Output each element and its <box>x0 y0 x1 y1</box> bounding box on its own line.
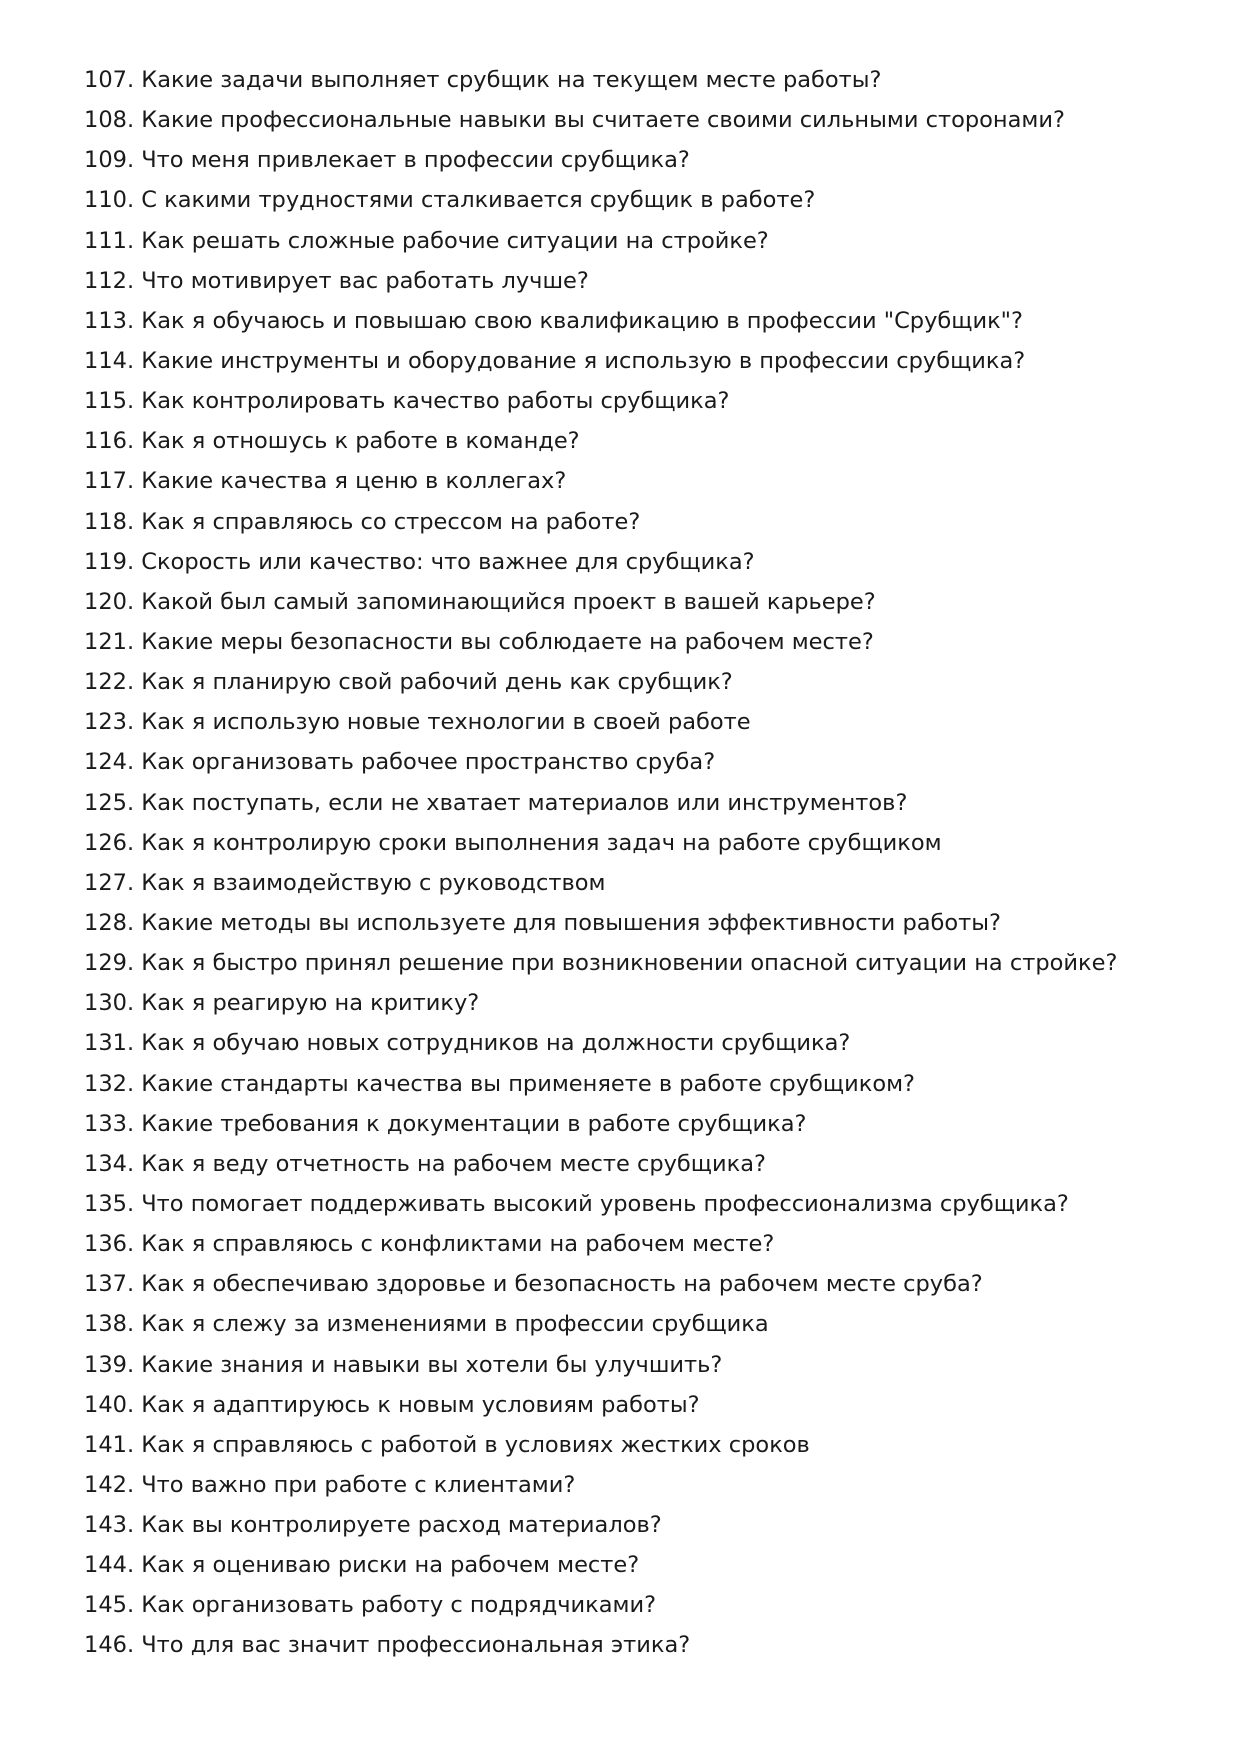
question-item: 109. Что меня привлекает в профессии срубщика? <box>84 147 690 174</box>
question-item: 127. Как я взаимодействую с руководством <box>84 869 606 896</box>
question-item: 122. Как я планирую свой рабочий день как срубщик? <box>84 669 733 696</box>
question-item: 114. Какие инструменты и оборудование я использую в профессии срубщика? <box>84 347 1026 374</box>
question-item: 123. Как я использую новые технологии в своей работе <box>84 709 751 736</box>
question-item: 144. Как я оцениваю риски на рабочем месте? <box>84 1552 640 1579</box>
question-item: 141. Как я справляюсь с работой в условиях жестких сроков <box>84 1431 810 1458</box>
question-item: 131. Как я обучаю новых сотрудников на должности срубщика? <box>84 1030 851 1057</box>
question-item: 121. Какие меры безопасности вы соблюдаете на рабочем месте? <box>84 628 874 655</box>
question-item: 111. Как решать сложные рабочие ситуации на стройке? <box>84 227 769 254</box>
question-item: 134. Как я веду отчетность на рабочем месте срубщика? <box>84 1150 766 1177</box>
question-item: 135. Что помогает поддерживать высокий уровень профессионализма срубщика? <box>84 1190 1069 1217</box>
question-item: 124. Как организовать рабочее пространство сруба? <box>84 749 716 776</box>
question-item: 139. Какие знания и навыки вы хотели бы улучшить? <box>84 1351 723 1378</box>
question-item: 136. Как я справляюсь с конфликтами на рабочем месте? <box>84 1231 775 1258</box>
question-item: 146. Что для вас значит профессиональная этика? <box>84 1632 691 1659</box>
question-item: 108. Какие профессиональные навыки вы считаете своими сильными сторонами? <box>84 107 1065 134</box>
question-item: 142. Что важно при работе с клиентами? <box>84 1471 576 1498</box>
question-list <box>84 60 1117 1666</box>
question-item: 120. Какой был самый запоминающийся проект в вашей карьере? <box>84 588 876 615</box>
question-item: 132. Какие стандарты качества вы применяете в работе срубщиком? <box>84 1070 915 1097</box>
question-item: 118. Как я справляюсь со стрессом на работе? <box>84 508 641 535</box>
question-item: 115. Как контролировать качество работы срубщика? <box>84 388 730 415</box>
question-item: 129. Как я быстро принял решение при возникновении опасной ситуации на стройке? <box>84 950 1118 977</box>
question-item: 145. Как организовать работу с подрядчиками? <box>84 1592 657 1619</box>
question-item: 137. Как я обеспечиваю здоровье и безопасность на рабочем месте сруба? <box>84 1271 983 1298</box>
question-item: 140. Как я адаптируюсь к новым условиям работы? <box>84 1391 700 1418</box>
question-item: 130. Как я реагирую на критику? <box>84 990 480 1017</box>
question-item: 116. Как я отношусь к работе в команде? <box>84 428 580 455</box>
question-item: 133. Какие требования к документации в работе срубщика? <box>84 1110 807 1137</box>
question-item: 110. С какими трудностями сталкивается срубщик в работе? <box>84 187 816 214</box>
question-item: 117. Какие качества я ценю в коллегах? <box>84 468 567 495</box>
question-item: 125. Как поступать, если не хватает материалов или инструментов? <box>84 789 908 816</box>
question-item: 126. Как я контролирую сроки выполнения задач на работе срубщиком <box>84 829 942 856</box>
question-item: 112. Что мотивирует вас работать лучше? <box>84 267 589 294</box>
question-item: 119. Скорость или качество: что важнее для срубщика? <box>84 548 755 575</box>
question-item: 143. Как вы контролируете расход материалов? <box>84 1512 662 1539</box>
question-item: 138. Как я слежу за изменениями в профессии срубщика <box>84 1311 769 1338</box>
question-item: 107. Какие задачи выполняет срубщик на текущем месте работы? <box>84 67 882 93</box>
question-item: 128. Какие методы вы используете для повышения эффективности работы? <box>84 909 1001 936</box>
question-item: 113. Как я обучаюсь и повышаю свою квалификацию в профессии "Срубщик"? <box>84 307 1023 334</box>
